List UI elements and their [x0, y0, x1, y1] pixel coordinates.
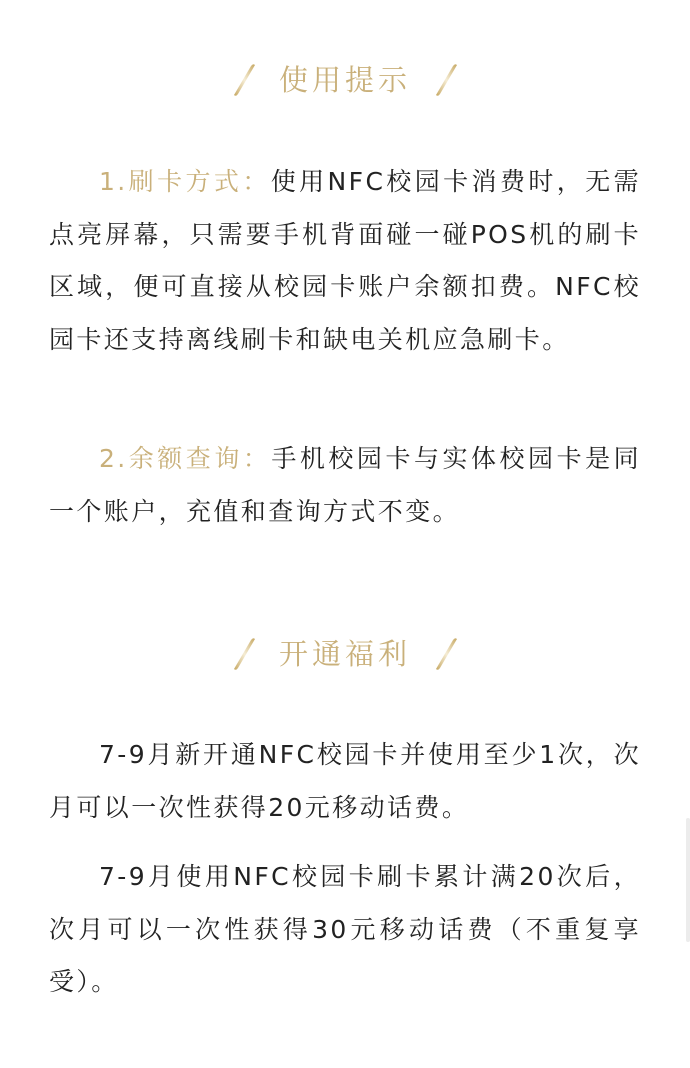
tip-paragraph-card-swipe — [49, 156, 641, 366]
section-heading-benefits — [0, 634, 690, 674]
gold-slash-icon — [231, 62, 257, 98]
tip-text: 手机校园卡与实体校园卡是同一个账户，充值和查询方式不变。 — [49, 444, 642, 526]
section-title: 使用提示 — [278, 63, 411, 97]
benefit-text: 7-9月新开通NFC校园卡并使用至少1次，次月可以一次性获得20元移动话费。 — [49, 740, 641, 822]
section-heading-usage-tips — [0, 60, 690, 100]
tip-lead-label: 1.刷卡方式： — [99, 167, 271, 196]
gold-slash-icon — [231, 636, 257, 672]
benefit-paragraph-first-use — [49, 729, 641, 834]
gold-slash-icon — [433, 62, 459, 98]
scrollbar[interactable] — [686, 818, 690, 942]
tip-paragraph-balance-query — [49, 433, 641, 538]
benefit-text: 7-9月使用NFC校园卡刷卡累计满20次后，次月可以一次性获得30元移动话费（不重复享受）。 — [49, 862, 641, 996]
tip-text: 使用NFC校园卡消费时，无需点亮屏幕，只需要手机背面碰一碰POS机的刷卡区域，便可直接从校园卡账户余额扣费。NFC校园卡还支持离线刷卡和缺电关机应急刷卡。 — [49, 167, 642, 354]
benefit-paragraph-twenty-swipes — [49, 851, 641, 1009]
tip-lead-label: 2.余额查询： — [99, 444, 272, 473]
gold-slash-icon — [433, 636, 459, 672]
section-title: 开通福利 — [278, 637, 411, 671]
